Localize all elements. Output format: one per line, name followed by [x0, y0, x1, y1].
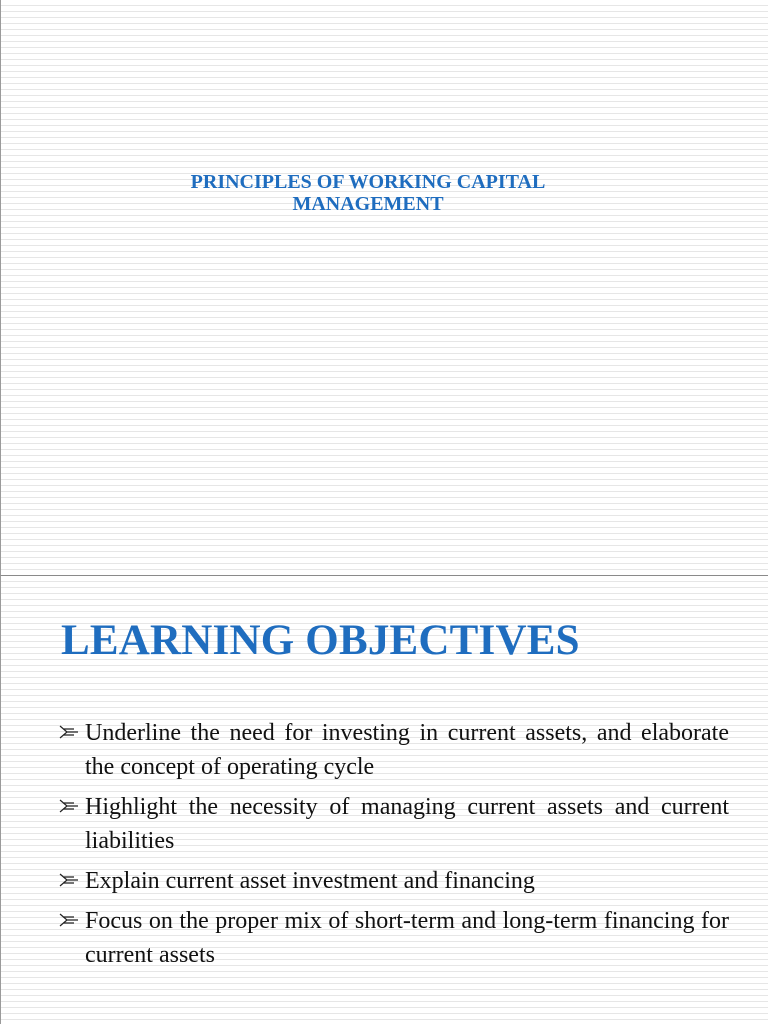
hollow-arrow-bullet-icon	[59, 904, 85, 928]
hollow-arrow-bullet-icon	[59, 790, 85, 814]
list-item	[59, 716, 729, 784]
list-item	[59, 904, 729, 972]
objective-text: Underline the need for investing in current assets, and elaborate the concept of operating cycle	[85, 720, 729, 780]
objective-text: Highlight the necessity of managing current assets and current liabilities	[85, 794, 729, 854]
objective-text: Focus on the proper mix of short-term and long-term financing for current assets	[85, 908, 729, 968]
slide-title-line-1: PRINCIPLES OF WORKING CAPITAL	[190, 171, 546, 193]
objectives-slide	[0, 576, 768, 1024]
list-item	[59, 864, 729, 898]
objectives-heading: LEARNING OBJECTIVES	[61, 617, 580, 664]
hollow-arrow-bullet-icon	[59, 716, 85, 740]
slide-title-line-2: MANAGEMENT	[292, 193, 444, 215]
list-item	[59, 790, 729, 858]
hollow-arrow-bullet-icon	[59, 864, 85, 888]
objectives-list	[59, 716, 729, 978]
objective-text: Explain current asset investment and financing	[85, 868, 535, 894]
slide-title	[1, 171, 735, 215]
